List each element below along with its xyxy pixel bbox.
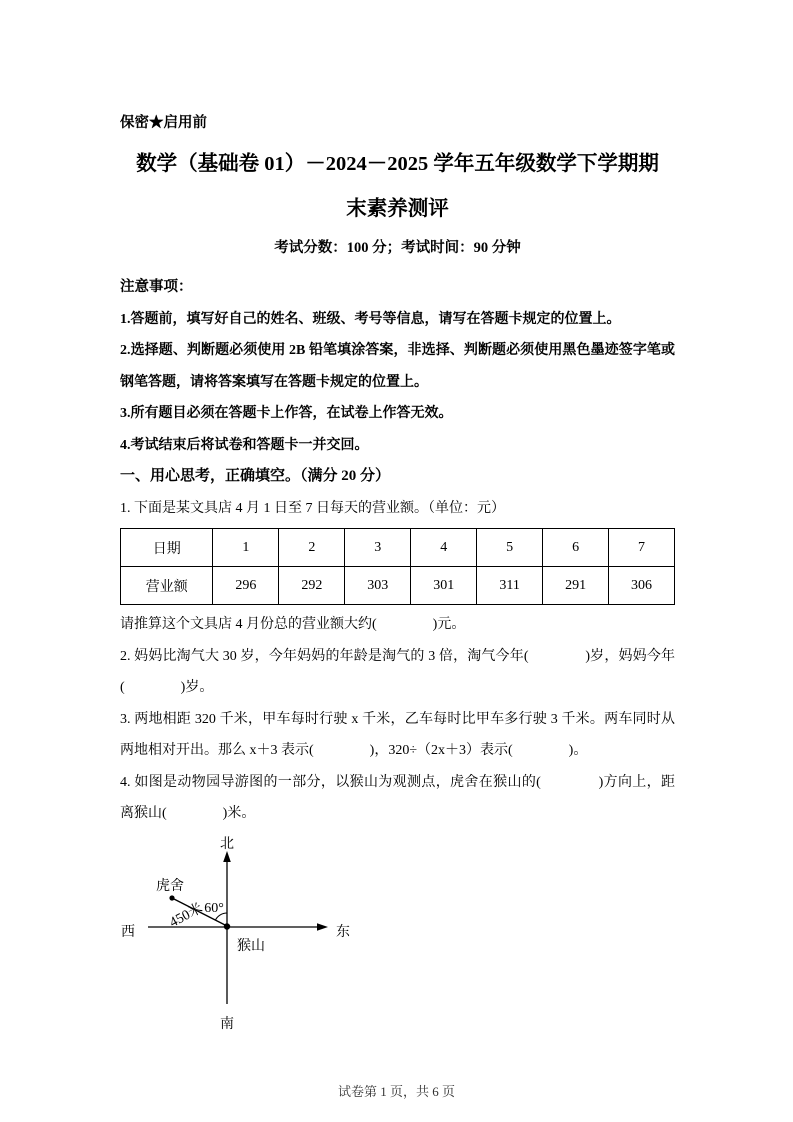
note-item-4: 4.考试结束后将试卷和答题卡一并交回。 bbox=[120, 437, 369, 453]
sales-table-value-cell: 291 bbox=[543, 567, 609, 605]
sales-table-value-header: 营业额 bbox=[121, 567, 213, 605]
exam-info: 考试分数：100 分；考试时间：90 分钟 bbox=[274, 240, 521, 256]
question-2-text: 2. 妈妈比淘气大 30 岁，今年妈妈的年龄是淘气的 3 倍，淘气今年( )岁，妈妈今年( )岁。 bbox=[120, 648, 675, 695]
exam-title-line-1: 数学（基础卷 01）－2024－2025 学年五年级数学下学期期 bbox=[136, 153, 659, 175]
sales-table-date-cell: 1 bbox=[213, 529, 279, 567]
monkey-hill-point-icon bbox=[224, 923, 230, 929]
angle-label: 60° bbox=[204, 900, 224, 916]
sales-table-date-cell: 3 bbox=[345, 529, 411, 567]
monkey-hill-label: 猴山 bbox=[237, 938, 265, 954]
question-4-text: 4. 如图是动物园导游图的一部分，以猴山为观测点，虎舍在猴山的( )方向上，距离猴山( )米。 bbox=[120, 774, 675, 821]
sales-table-value-cell: 292 bbox=[279, 567, 345, 605]
tiger-house-label: 虎舍 bbox=[156, 878, 184, 894]
north-arrowhead-icon bbox=[223, 851, 231, 862]
sales-table bbox=[120, 528, 675, 605]
question-3-text: 3. 两地相距 320 千米，甲车每时行驶 x 千米，乙车每时比甲车多行驶 3 千米。两车同时从两地相对开出。那么 x＋3 表示( )，320÷（2x＋3）表示( )。 bbox=[120, 711, 675, 758]
confidential-notice: 保密★启用前 bbox=[120, 115, 207, 131]
distance-label: 450米 bbox=[167, 900, 206, 931]
exam-title-line-2: 末素养测评 bbox=[346, 198, 449, 220]
sales-table-date-cell: 6 bbox=[543, 529, 609, 567]
north-label: 北 bbox=[220, 836, 234, 852]
sales-table-date-cell: 7 bbox=[609, 529, 675, 567]
sales-table-value-cell: 311 bbox=[477, 567, 543, 605]
exam-title bbox=[120, 142, 675, 232]
compass-diagram-svg bbox=[120, 834, 370, 1036]
sales-table-value-cell: 301 bbox=[411, 567, 477, 605]
sales-table-value-cell: 306 bbox=[609, 567, 675, 605]
sales-table-date-cell: 4 bbox=[411, 529, 477, 567]
sales-table-date-header: 日期 bbox=[121, 529, 213, 567]
note-item-2: 2.选择题、判断题必须使用 2B 铅笔填涂答案，非选择、判断题必须使用黑色墨迹签字笔或钢笔答题，请将答案填写在答题卡规定的位置上。 bbox=[120, 343, 675, 390]
sales-table-date-cell: 2 bbox=[279, 529, 345, 567]
east-label: 东 bbox=[336, 924, 350, 940]
west-label: 西 bbox=[121, 924, 135, 940]
note-item-3: 3.所有题目必须在答题卡上作答，在试卷上作答无效。 bbox=[120, 406, 453, 421]
south-label: 南 bbox=[220, 1016, 234, 1032]
sales-table-value-cell: 296 bbox=[213, 567, 279, 605]
sales-table-date-cell: 5 bbox=[477, 529, 543, 567]
question-1-followup: 请推算这个文具店 4 月份总的营业额大约( )元。 bbox=[120, 617, 466, 632]
east-arrowhead-icon bbox=[317, 923, 328, 931]
tiger-house-point-icon bbox=[169, 895, 174, 900]
page-footer: 试卷第 1 页，共 6 页 bbox=[337, 1084, 455, 1099]
question-1-text: 1. 下面是某文具店 4 月 1 日至 7 日每天的营业额。（单位：元） bbox=[120, 500, 505, 516]
section-1-heading: 一、用心思考，正确填空。（满分 20 分） bbox=[120, 468, 391, 484]
sales-table-date-row bbox=[121, 529, 675, 567]
notes-heading: 注意事项： bbox=[120, 279, 193, 295]
sales-table-value-cell: 303 bbox=[345, 567, 411, 605]
note-item-1: 1.答题前，填写好自己的姓名、班级、考号等信息，请写在答题卡规定的位置上。 bbox=[120, 311, 621, 327]
sales-table-value-row bbox=[121, 567, 675, 605]
compass-diagram bbox=[120, 834, 675, 1036]
